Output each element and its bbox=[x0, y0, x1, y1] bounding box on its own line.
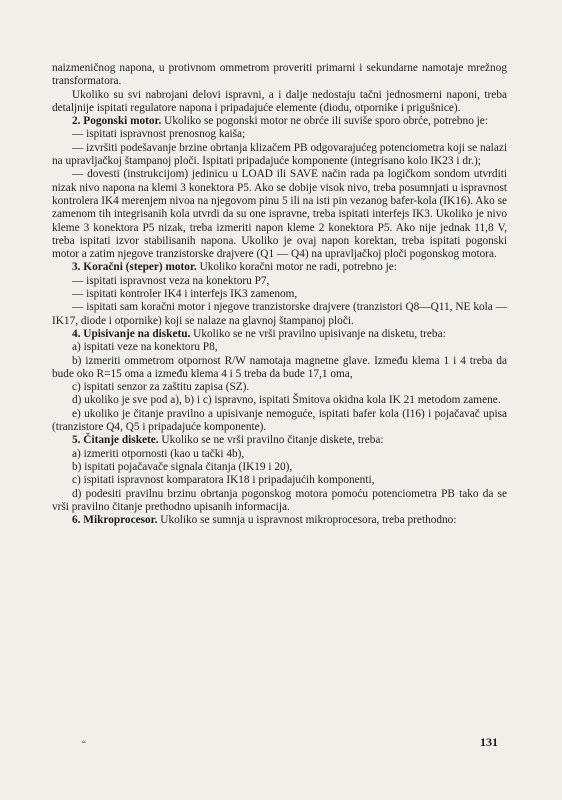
paragraph bbox=[52, 461, 507, 474]
paragraph-text: — ispitati sam koračni motor i njegove tranzistorske drajvere (tranzistori Q8—Q11, NE kola — IK17, diode i otpornike) koji se nalaze na glavnoj štampanoj ploči. bbox=[52, 301, 507, 327]
page-number: 131 bbox=[480, 735, 498, 749]
paragraph bbox=[52, 408, 507, 435]
paragraph-text: Ukoliko se pogonski motor ne obrće ili suviše sporo obrće, potrebno je: bbox=[161, 115, 488, 128]
section-heading: 4. Upisivanje na disketu. bbox=[72, 327, 191, 340]
footer-mark: “ bbox=[82, 739, 86, 749]
paragraph-text: a) izmeriti otpornosti (kao u tački 4b), bbox=[72, 447, 245, 460]
paragraph-text: a) ispitati veze na konektoru P8, bbox=[72, 341, 218, 354]
paragraph-text: naizmeničnog napona, u protivnom ommetrom proveriti primarni i sekundarne namotaje mrežnog transformatora. bbox=[52, 62, 507, 88]
paragraph-text: — ispitati ispravnost prenosnog kaiša; bbox=[72, 128, 246, 141]
paragraph bbox=[52, 341, 507, 354]
paragraph bbox=[52, 62, 507, 89]
paragraph bbox=[52, 394, 507, 407]
paragraph-text: Ukoliko se ne vrši pravilno upisivanje na disketu, treba: bbox=[190, 327, 446, 340]
section-paragraph bbox=[52, 115, 507, 128]
paragraph-text: Ukoliko se ne vrši pravilno čitanje diskete, treba: bbox=[158, 434, 384, 447]
paragraph bbox=[52, 275, 507, 288]
paragraph bbox=[52, 142, 507, 169]
section-heading: 2. Pogonski motor. bbox=[72, 115, 162, 128]
paragraph-text: Ukoliko se sumnja u ispravnost mikroprocesora, treba prethodno: bbox=[157, 514, 457, 527]
section-paragraph bbox=[52, 261, 507, 274]
paragraph bbox=[52, 355, 507, 382]
paragraph-text: d) ukoliko je sve pod a), b) i c) ispravno, ispitati Šmitova okidna kola IK 21 metodom zamene. bbox=[72, 394, 501, 407]
paragraph bbox=[52, 381, 507, 394]
paragraph bbox=[52, 301, 507, 328]
paragraph-text: Ukoliko su svi nabrojani delovi ispravni, a i dalje nedostaju tačni jednosmerni naponi, treba detaljnije ispitati regulatore napona i pripadajuće elemente (diodu, otpornike i prigušnice). bbox=[52, 88, 507, 114]
section-heading: 3. Koračni (steper) motor. bbox=[72, 261, 197, 274]
paragraph-text: d) podesiti pravilnu brzinu obrtanja pogonskog motora pomoću potenciometra PB tako da se vrši pravilno čitanje prethodno upisanih informacija. bbox=[52, 487, 507, 513]
paragraph-text: — dovesti (instrukcijom) jedinicu u LOAD ili SAVE način rada pa logičkom sondom utvrditi nizak nivo napona na klemi 3 konektora P5. Ako se dobije visok nivo, treba posumnjati u ispravnost kontrolera IK4 merenjem nivoa na njegovom pinu 5 ili na isti pin vezanog bafer-kola (IK16). Ako se zamenom tih integrisanih kola utvrdi da su one ispravne, treba ispitati interfejs IK3. Ukoliko je nivo kleme 3 konektora P5 nizak, treba izmeriti napon kleme 2 konektora P5. Ako nije jednak 11,8 V, treba ispitati izvor stabilisanih napona. Ukoliko je ovaj napon korektan, treba ispitati pogonski motor a zatim njegove tranzistorske drajvere (Q1 — Q4) na upravljačkoj ploči pogonskog motora. bbox=[52, 168, 507, 261]
paragraph bbox=[52, 128, 507, 141]
paragraph bbox=[52, 89, 507, 116]
section-paragraph bbox=[52, 434, 507, 447]
paragraph bbox=[52, 474, 507, 487]
section-heading: 5. Čitanje diskete. bbox=[72, 434, 159, 447]
paragraph-text: — ispitati kontroler IK4 i interfejs IK3 zamenom, bbox=[72, 288, 298, 301]
paragraph-text: c) ispitati senzor za zaštitu zapisa (SZ). bbox=[72, 381, 250, 394]
paragraph-text: — izvršiti podešavanje brzine obrtanja klizačem PB odgovarajućeg potenciometra koji se nalazi na upravljačkoj štampanoj ploči. Ispitati pripadajuće komponente (integrisano kolo IK23 i dr.); bbox=[52, 141, 507, 168]
paragraph-text: b) izmeriti ommetrom otpornost R/W namotaja magnetne glave. Između klema 1 i 4 treba da bude oko R=15 oma a između klema 4 i 5 treba da bude 17,1 oma, bbox=[52, 354, 507, 380]
paragraph bbox=[52, 448, 507, 461]
paragraph-text: e) ukoliko je čitanje pravilno a upisivanje nemoguće, ispitati bafer kola (I16) i pojačavač upisa (tranzistore Q4, Q5 i pripadajuće komponente). bbox=[52, 407, 507, 434]
paragraph-text: — ispitati ispravnost veza na konektoru P7, bbox=[72, 274, 270, 287]
paragraph bbox=[52, 288, 507, 301]
paragraph-text: Ukoliko koračni motor ne radi, potrebno je: bbox=[196, 261, 397, 274]
section-paragraph bbox=[52, 514, 507, 527]
section-heading: 6. Mikroprocesor. bbox=[72, 514, 158, 527]
section-paragraph bbox=[52, 328, 507, 341]
paragraph-text: c) ispitati ispravnost komparatora IK18 i pripadajućih komponenti, bbox=[72, 474, 375, 487]
paragraph bbox=[52, 488, 507, 515]
paragraph bbox=[52, 168, 507, 261]
body-text bbox=[52, 62, 507, 527]
paragraph-text: b) ispitati pojačavače signala čitanja (IK19 i 20), bbox=[72, 460, 293, 473]
